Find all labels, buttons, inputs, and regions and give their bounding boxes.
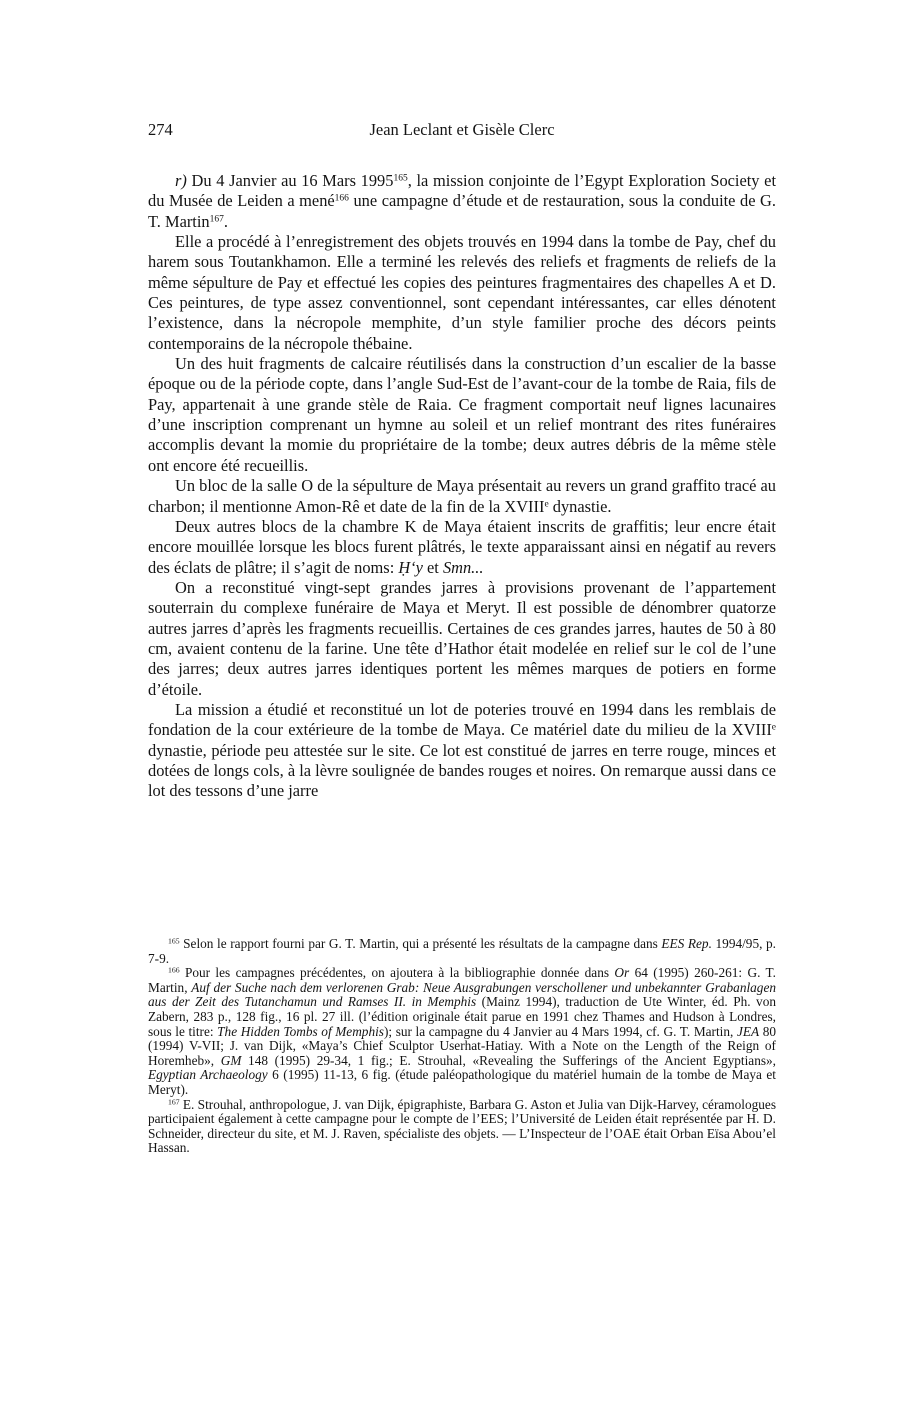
running-title: Jean Leclant et Gisèle Clerc xyxy=(369,120,555,139)
paragraph: On a reconstitué vingt-sept grandes jarres à provisions provenant de l’appartement souterrain du complexe funéraire de Maya et Meryt. Il est possible de dénombrer quatorze autres jarres d’après les fragments recueillis. Certaines de ces grandes jarres, hautes de 50 à 80 cm, avaient contenu de la farine. Une tête d’Hathor était modelée en relief sur le col de l’une des jarres; deux autres jarres identiques portent les mêmes marques de potiers en forme d’étoile. xyxy=(148,577,776,699)
footnote: $^{167}$ E. Strouhal, anthropologue, J. van Dijk, épigraphiste, Barbara G. Aston et Julia van Dijk-Harvey, céramologues participaient également à cette campagne pour le compte de l’EES; l’Université de Leiden était représentée par H. D. Schneider, directeur du site, et M. J. Raven, spécialiste des objets. — L’Inspecteur de l’OAE était Orban Eïsa Abou’el Hassan. xyxy=(148,1096,776,1156)
paragraph: r) Du 4 Janvier au 16 Mars 1995$^{165}$, la mission conjointe de l’Egypt Exploration Society et du Musée de Leiden a mené$^{166}$ une campagne d’étude et de restauration, sous la conduite de G. T. Martin$^{167}$. xyxy=(148,171,776,231)
footnotes xyxy=(148,937,776,1156)
footnote-ref: 166 xyxy=(334,193,349,204)
paragraph: La mission a étudié et reconstitué un lot de poteries trouvé en 1994 dans les remblais de fondation de la cour extérieure de la tombe de Maya. Ce matériel date du milieu de la XVIIIe dynastie, période peu attestée sur le site. Ce lot est constitué de jarres en terre rouge, minces et dotées de longs cols, à la lèvre soulignée de bandes rouges et noires. On remarque aussi dans ce lot des tessons d’une jarre xyxy=(148,699,776,801)
paragraph: Un bloc de la salle O de la sépulture de Maya présentait au revers un grand graffito tracé au charbon; il mentionne Amon-Rê et date de la fin de la XVIIIe dynastie. xyxy=(148,476,776,516)
footnote-number: 165 xyxy=(168,936,180,946)
page-number: 274 xyxy=(148,120,173,139)
footnote-ref: 167 xyxy=(209,213,224,224)
paragraph: Un des huit fragments de calcaire réutilisés dans la construction d’un escalier de la basse époque ou de la période copte, dans l’angle Sud-Est de l’avant-cour de la tombe de Raia, fils de Pay, appartenait à une grande stèle de Raia. Ce fragment comportait neuf lignes lacunaires d’une inscription comprenant un hymne au soleil et un relief montrant des rites funéraires accomplis devant la momie du propriétaire de la tombe; deux autres débris de la même stèle ont encore été recueillis. xyxy=(148,354,776,475)
transliterated-name: Smn... xyxy=(442,557,484,577)
section-label: r) xyxy=(175,171,187,190)
paragraph: Deux autres blocs de la chambre K de Maya étaient inscrits de graffitis; leur encre était encore mouillée lorsque les blocs furent plâtrés, le texte apparaissant ainsi en négatif au revers des éclats de plâtre; il s’agit de noms: Ḥ‘y et Smn... xyxy=(148,516,776,577)
footnote-ref: 165 xyxy=(393,173,408,184)
footnote: $^{165}$ Selon le rapport fourni par G. T. Martin, qui a présenté les résultats de la campagne dans EES Rep. 1994/95, p. 7-9. xyxy=(148,936,776,966)
footnote-number: 166 xyxy=(168,965,180,975)
page-header xyxy=(148,120,776,142)
footnote: $^{166}$ Pour les campagnes précédentes, on ajoutera à la bibliographie donnée dans Or 64 (1995) 260-261: G. T. Martin, Auf der Suche nach dem verlorenen Grab: Neue Ausgrabungen verschollener und unbekannter Grabanlagen aus der Zeit des Tutanchamun und Ramses II. in Memphis (Mainz 1994), traduction de Ute Winter, éd. Ph. von Zabern, 283 p., 128 fig., 16 pl. 27 ill. (l’édition originale était parue en 1991 chez Thames and Hudson à Londres, sous le titre: The Hidden Tombs of Memphis); sur la campagne du 4 Janvier au 4 Mars 1994, cf. G. T. Martin, JEA 80 (1994) V-VII; J. van Dijk, «Maya’s Chief Sculptor Userhat-Hatiay. With a Note on the Length of the Reign of Horemheb», GM 148 (1995) 29-34, 1 fig.; E. Strouhal, «Revealing the Sufferings of the Ancient Egyptians», Egyptian Archaeology 6 (1995) 11-13, 6 fig. (étude paléopathologique du matériel humain de la tombe de Maya et Meryt). xyxy=(148,965,777,1097)
body-text xyxy=(148,171,776,802)
footnote-number: 167 xyxy=(168,1096,180,1106)
transliterated-name: Ḥ‘y xyxy=(398,557,423,577)
paragraph: Elle a procédé à l’enregistrement des objets trouvés en 1994 dans la tombe de Pay, chef du harem sous Toutankhamon. Elle a terminé les relevés des reliefs et fragments de reliefs de la même sépulture de Pay et effectué les copies des peintures fragmentaires des chapelles A et D. Ces peintures, de type assez conventionnel, sont cependant intéressantes, car elles dénotent l’existence, dans la nécropole memphite, d’un style familier proche des décors peints contemporains de la nécropole thébaine. xyxy=(148,232,776,353)
